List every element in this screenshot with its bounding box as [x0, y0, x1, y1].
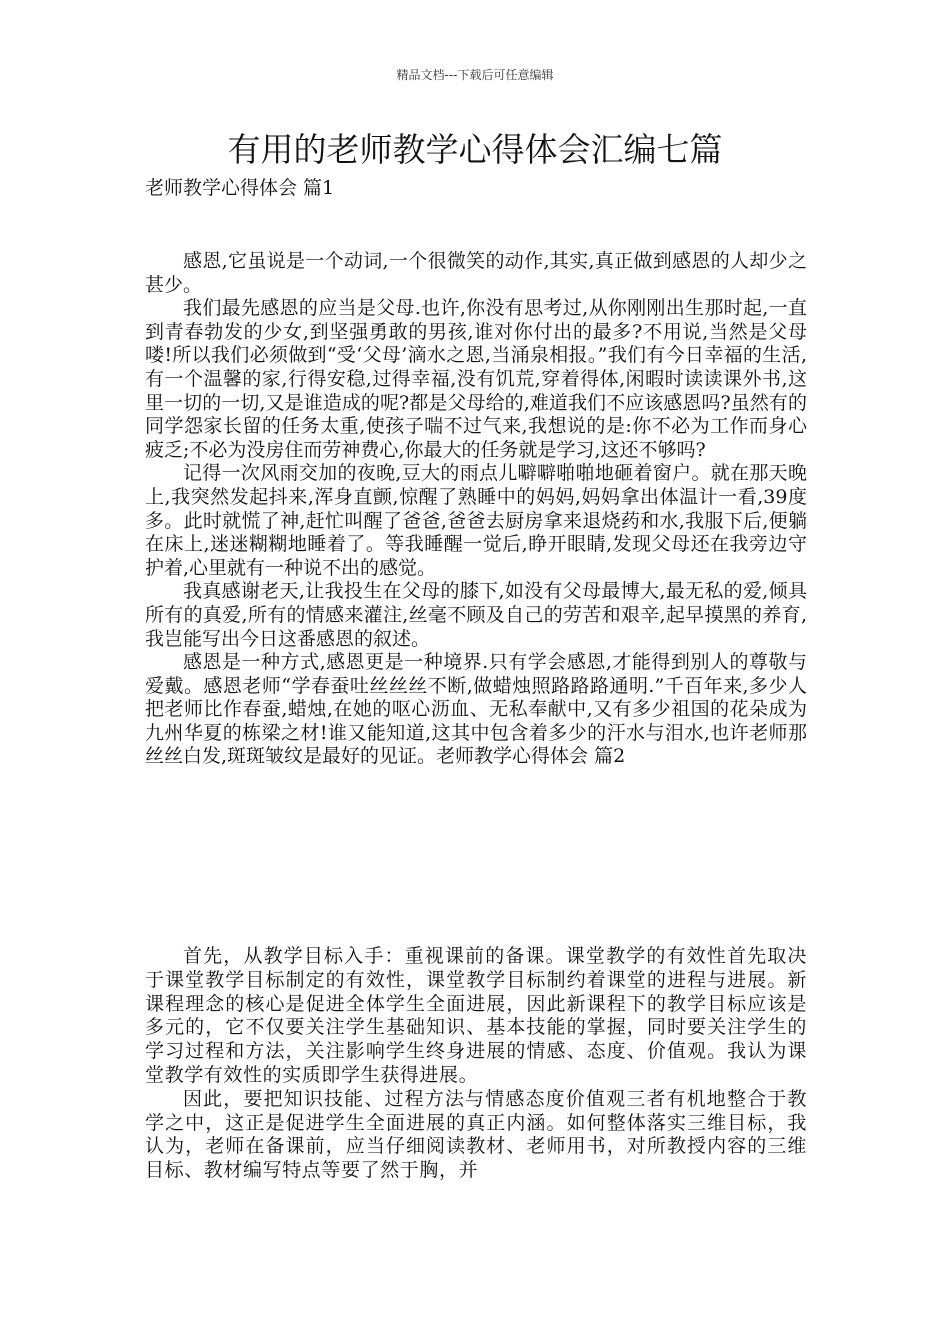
paragraph: 我真感谢老天,让我投生在父母的膝下,如没有父母最博大,最无私的爱,倾具所有的真爱,所有的情感来灌注,丝毫不顾及自己的劳苦和艰辛,起早摸黑的养育,我岂能写出今日这番感恩的叙述。 [145, 580, 807, 650]
section-2-heading: 老师教学心得体会 篇2 [436, 745, 626, 768]
paragraph: 感恩,它虽说是一个动词,一个很微笑的动作,其实,真正做到感恩的人却少之甚少。 [145, 250, 807, 296]
paragraph [145, 651, 807, 769]
paragraph: 因此，要把知识技能、过程方法与情感态度价值观三者有机地整合于教学之中，这正是促进学生全面进展的真正内涵。如何整体落实三维目标，我认为，老师在备课前，应当仔细阅读教材、老师用书，对所教授内容的三维目标、教材编写特点等要了然于胸，并 [145, 1087, 807, 1182]
section-1-heading: 老师教学心得体会 篇1 [145, 177, 335, 199]
section-1-body [145, 250, 807, 769]
section-2-body [145, 945, 807, 1183]
paragraph: 记得一次风雨交加的夜晚,豆大的雨点儿噼噼啪啪地砸着窗户。就在那天晚上,我突然发起抖来,浑身直颤,惊醒了熟睡中的妈妈,妈妈拿出体温计一看,39度多。此时就慌了神,赶忙叫醒了爸爸,爸爸去厨房拿来退烧药和水,我服下后,便躺在床上,迷迷糊糊地睡着了。等我睡醒一觉后,睁开眼睛,发现父母还在我旁边守护着,心里就有一种说不出的感觉。 [145, 462, 807, 579]
header-note: 精品文档---下载后可任意编辑 [396, 68, 554, 82]
paragraph-text: 感恩是一种方式,感恩更是一种境界.只有学会感恩,才能得到别人的尊敬与爱戴。感恩老师“学春蚕吐丝丝丝不断,做蜡烛照路路路通明.”千百年来,多少人把老师比作春蚕,蜡烛,在她的呕心沥血、无私奉献中,又有多少祖国的花朵成为九州华夏的栋梁之材!谁又能知道,这其中包含着多少的汗水与泪水,也许老师那丝丝白发,斑斑皱纹是最好的见证。 [145, 651, 807, 768]
paragraph: 我们最先感恩的应当是父母.也许,你没有思考过,从你刚刚出生那时起,一直到青春勃发的少女,到坚强勇敢的男孩,谁对你付出的最多?不用说,当然是父母喽!所以我们必须做到“受‘父母’滴水之恩,当涌泉相报。”我们有今日幸福的生活,有一个温馨的家,行得安稳,过得幸福,没有饥荒,穿着得体,闲暇时读读课外书,这里一切的一切,又是谁造成的呢?都是父母给的,难道我们不应该感恩吗?虽然有的同学怨家长留的任务太重,使孩子喘不过气来,我想说的是:你不必为工作而身心疲乏;不必为没房住而劳神费心,你最大的任务就是学习,这还不够吗? [145, 297, 807, 461]
paragraph: 首先，从教学目标入手：重视课前的备课。课堂教学的有效性首先取决于课堂教学目标制定的有效性，课堂教学目标制约着课堂的进程与进展。新课程理念的核心是促进全体学生全面进展，因此新课程下的教学目标应该是多元的，它不仅要关注学生基础知识、基本技能的掌握，同时要关注学生的学习过程和方法，关注影响学生终身进展的情感、态度、价值观。我认为课堂教学有效性的实质即学生获得进展。 [145, 945, 807, 1086]
document-title: 有用的老师教学心得体会汇编七篇 [227, 130, 723, 169]
